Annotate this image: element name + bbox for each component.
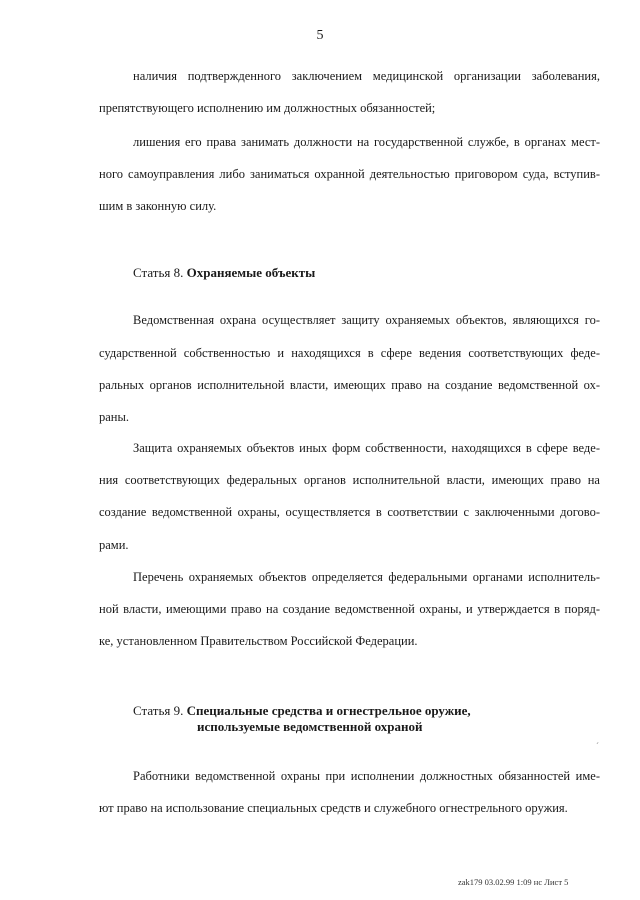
scan-mark: ´ bbox=[596, 741, 599, 751]
paragraph-4-line-4: рами. bbox=[99, 538, 129, 552]
paragraph-4-line-2: ния соответствующих федеральных органов исполнительной власти, имеющих право на bbox=[99, 473, 600, 487]
article-9-prefix: Статья 9. bbox=[133, 703, 184, 718]
paragraph-5-line-1: Перечень охраняемых объектов определяется федеральными органами исполнитель- bbox=[133, 570, 600, 584]
article-8-prefix: Статья 8. bbox=[133, 265, 184, 280]
paragraph-6-line-1: Работники ведомственной охраны при исполнении должностных обязанностей име- bbox=[133, 769, 600, 783]
paragraph-6-line-2: ют право на использование специальных средств и служебного огнестрельного оружия. bbox=[99, 801, 568, 815]
paragraph-2-line-3: шим в законную силу. bbox=[99, 199, 217, 213]
paragraph-5-line-3: ке, установленном Правительством Российской Федерации. bbox=[99, 634, 418, 648]
paragraph-2-line-2: ного самоуправления либо заниматься охранной деятельностью приговором суда, вступив- bbox=[99, 167, 600, 181]
paragraph-4-line-3: создание ведомственной охраны, осуществляется в соответствии с заключенными догово- bbox=[99, 505, 600, 519]
paragraph-4-line-1: Защита охраняемых объектов иных форм собственности, находящихся в сфере веде- bbox=[133, 441, 600, 455]
paragraph-2-line-1: лишения его права занимать должности на государственной службе, в органах мест- bbox=[133, 135, 600, 149]
article-9-title-line-2: используемые ведомственной охраной bbox=[197, 719, 423, 734]
article-8-heading bbox=[133, 265, 315, 281]
article-9-heading-continued bbox=[197, 719, 422, 735]
page-footer: zak179 03.02.99 1:09 нс Лист 5 bbox=[458, 877, 569, 887]
article-9-heading bbox=[133, 703, 471, 719]
paragraph-5-line-2: ной власти, имеющими право на создание ведомственной охраны, и утверждается в поряд- bbox=[99, 602, 600, 616]
paragraph-1-line-1: наличия подтвержденного заключением медицинской организации заболевания, bbox=[133, 69, 600, 83]
article-9-title-line-1: Специальные средства и огнестрельное оружие, bbox=[186, 703, 471, 718]
paragraph-3-line-1: Ведомственная охрана осуществляет защиту охраняемых объектов, являющихся го- bbox=[133, 313, 600, 327]
page-number: 5 bbox=[316, 28, 324, 43]
paragraph-3-line-4: раны. bbox=[99, 410, 130, 424]
article-8-title: Охраняемые объекты bbox=[186, 265, 316, 280]
paragraph-3-line-2: сударственной собственностью и находящихся в сфере ведения соответствующих феде- bbox=[99, 346, 600, 360]
paragraph-3-line-3: ральных органов исполнительной власти, имеющих право на создание ведомственной ох- bbox=[99, 378, 600, 392]
paragraph-1-line-2: препятствующего исполнению им должностных обязанностей; bbox=[99, 101, 436, 115]
